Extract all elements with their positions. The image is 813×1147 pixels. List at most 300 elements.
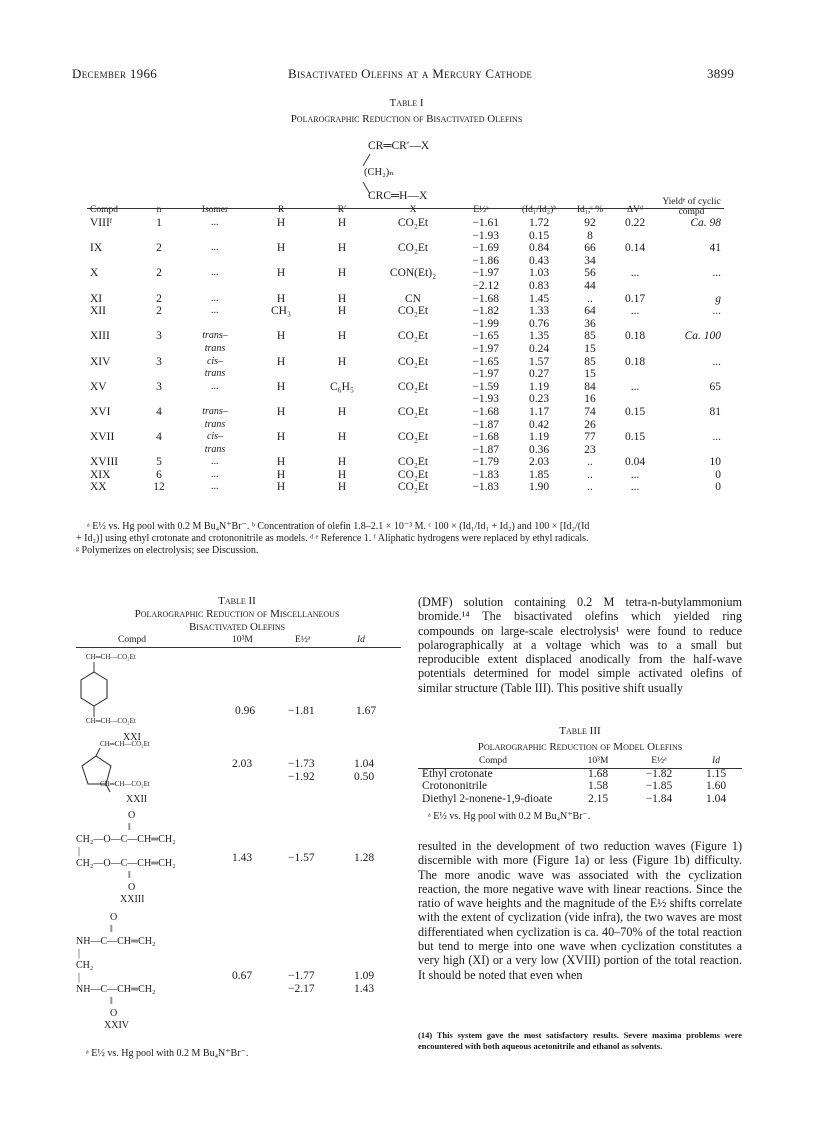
page-number: 3899: [707, 66, 735, 81]
table1-cell: [87, 393, 139, 406]
table3: [418, 755, 742, 805]
table1-footnote-3: ᵍ Polymerizes on electrolysis; see Discussion.: [76, 545, 259, 556]
table1-col-isomer: Isomer: [201, 205, 229, 216]
table1-cell: 16: [584, 393, 596, 406]
table1-cell: H: [276, 355, 286, 368]
table1-row: [87, 393, 724, 406]
table1-cell: [659, 280, 724, 293]
table1-cell: [251, 230, 311, 243]
table1-col-yield: Yieldᵉ of cyclic compd: [662, 197, 721, 217]
table1-cell: CH₃: [271, 305, 291, 318]
table1-cell: Ca. 98: [690, 217, 721, 229]
table3-cell: −1.85: [645, 780, 673, 793]
table1-cell: [611, 280, 659, 293]
table1-cell: ...: [211, 468, 219, 480]
table3-col-compd: Compd: [479, 756, 507, 766]
table1-cell: trans–: [202, 405, 228, 417]
table1-cell: 0: [715, 481, 721, 494]
table3-col-id: Id: [712, 756, 720, 766]
table3-cell: −1.84: [645, 792, 673, 805]
table1-cell: 1.17: [528, 405, 550, 418]
xxiii-line-5: ‖: [128, 870, 131, 881]
table3-cell: 1.58: [587, 780, 609, 793]
footnote-14: (14) This system gave the most satisfactory results. Severe maxima problems were encountered with both aqueous acetonitrile and ethanol as solvents.: [418, 1030, 742, 1051]
table1-cell: 92: [584, 217, 596, 229]
table1-title: Polarographic Reduction of Bisactivated Olefins: [290, 113, 523, 125]
xxii-label: XXII: [126, 794, 148, 805]
table1-row: [87, 431, 724, 444]
table1-cell: CO₂Et: [397, 380, 429, 393]
table1-cell: 3: [156, 380, 162, 393]
table3-row: [418, 793, 742, 806]
table1-cell: H: [337, 267, 347, 280]
table1-cell: [373, 419, 453, 432]
table1-row: [87, 318, 724, 331]
table1-cell: 0.15: [624, 405, 646, 418]
table1: [87, 197, 724, 494]
table1-cell: [179, 255, 251, 268]
table1-cell: VIIIᶠ: [90, 217, 113, 229]
table1-header-row: [87, 197, 724, 217]
table1-row: [87, 406, 724, 419]
table1-cell: [139, 255, 179, 268]
table1-cell: [139, 419, 179, 432]
table1-row: [87, 444, 724, 457]
table1-cell: trans: [204, 368, 226, 380]
table1-cell: −1.79: [472, 456, 499, 469]
table1-cell: H: [276, 267, 286, 280]
table1-cell: 1.03: [528, 267, 550, 280]
table1-cell: −1.93: [472, 393, 499, 406]
xxiv-conc: 0.67: [232, 970, 253, 982]
table1-cell: −1.59: [472, 380, 499, 393]
table3-cell: Ethyl crotonate: [422, 767, 493, 780]
table3-cell: 1.60: [705, 780, 727, 793]
xxii-id-1: 1.04: [354, 758, 375, 770]
table1-cell: [251, 255, 311, 268]
table1-row: [87, 481, 724, 494]
table1-cell: 0.17: [624, 292, 646, 305]
table1-cell: ...: [630, 305, 640, 318]
table1-cell: [87, 280, 139, 293]
body-paragraph-2: resulted in the development of two reduction waves (Figure 1) discernible with more (Figure 1a) or less (Figure 1b) difficulty. The more anodic wave was associated with the cyclization reaction, the more negative wave with linear reactions. Since the ratio of wave heights and the magnitude of the E½ shifts correlate with the extent of cyclization (vide infra), the two waves are most differentiated when cyclization is ca. 40–70% of the total reaction but tend to merge into one wave when cyclization constitutes a very high (XI) or a very low (XVIII) portion of the total reaction. It should be noted that even when: [418, 839, 742, 982]
table2-label: Table II: [218, 595, 256, 607]
table2-col-conc: 10³M: [232, 635, 253, 645]
table1-cell: 1.35: [528, 330, 550, 343]
table1-cell: [139, 343, 179, 356]
table1-cell: −1.87: [472, 418, 499, 431]
table1-cell: 1.45: [528, 292, 550, 305]
xxiv-line-2: NH—C—CH═CH₂: [76, 936, 156, 947]
xxi-ehalf: −1.81: [288, 705, 315, 717]
table1-cell: −1.93: [472, 229, 499, 242]
table1-cell: H: [276, 330, 286, 343]
table1-row: [87, 230, 724, 243]
table1-row: [87, 217, 724, 230]
xxiii-line-1: ‖: [128, 822, 131, 833]
table1-cell: −1.97: [472, 342, 499, 355]
table1-cell: ...: [211, 481, 219, 493]
table1-cell: [373, 255, 453, 268]
table1-cell: trans: [204, 443, 226, 455]
table1-cell: H: [276, 380, 286, 393]
table1-cell: CO₂Et: [397, 305, 429, 318]
table1-cell: [311, 230, 373, 243]
table1-cell: cis–: [206, 431, 224, 443]
table1-footnote-1: ᵃ E½ vs. Hg pool with 0.2 M Bu₄N⁺Br⁻. ᵇ Concentration of olefin 1.8–2.1 × 10⁻³ M. ᶜ 100 × (Id₁/Id₁ + Id₂) and 100 × [Id₂/(Id: [87, 521, 590, 532]
table1-cell: XVIII: [90, 456, 119, 469]
table1-cell: −1.65: [472, 330, 499, 343]
table1-cell: 0.23: [528, 393, 550, 406]
table1-cell: H: [276, 431, 286, 444]
table1-cell: ...: [712, 431, 721, 444]
table1-cell: ..: [587, 456, 593, 469]
table1-cell: XII: [90, 305, 106, 318]
table3-col-conc: 10³M: [587, 756, 609, 766]
table1-cell: 0.18: [624, 355, 646, 368]
xxiii-ehalf: −1.57: [288, 852, 315, 864]
table1-footnote-2: + Id₂)] using ethyl crotonate and crotononitrile as models. ᵈ ᵉ Reference 1. ᶠ Aliphatic hydrogens were replaced by ethyl radicals.: [76, 533, 589, 544]
table1-row: [87, 242, 724, 255]
table1-row: [87, 381, 724, 394]
table1-cell: CO₂Et: [397, 217, 429, 229]
table1-cell: 0.83: [528, 279, 550, 292]
table1-cell: XX: [90, 481, 107, 494]
table1-cell: IX: [90, 242, 103, 255]
table1-cell: CO₂Et: [397, 242, 429, 255]
xxiii-line-4: CH₂—O—C—CH═CH₂: [76, 858, 176, 869]
xxiii-id: 1.28: [354, 852, 375, 864]
running-header-title: Bisactivated Olefins at a Mercury Cathode: [288, 66, 533, 81]
table1-cell: 2.03: [528, 456, 550, 469]
table1-cell: 41: [709, 242, 721, 255]
table1-cell: [311, 393, 373, 406]
body-paragraph-1: (DMF) solution containing 0.2 M tetra-n-butylammonium bromide.¹⁴ The bisactivated olefins which yielded ring compounds on large-scale electrolysis¹ were found to reduce polarographically at a voltage which was to a small but reproducible extent displaced anodically from the half-wave potentials determined for model simple activated olefins of similar structure (Table III). This positive shift usually: [418, 595, 742, 695]
table3-label: Table III: [559, 725, 601, 737]
table1-cell: CON(Et)₂: [389, 267, 437, 280]
table1-cell: 0: [715, 468, 721, 481]
table1-row: [87, 293, 724, 306]
table1-cell: [311, 368, 373, 381]
table1-cell: 0.76: [528, 317, 550, 330]
table1-col-rprime: R′: [337, 205, 347, 216]
table3-footnote: ᵃ E½ vs. Hg pool with 0.2 M Bu₄N⁺Br⁻.: [428, 811, 591, 822]
structure-line1: CR═CR′—X: [368, 140, 430, 152]
compound-xxiii: [76, 810, 236, 906]
table1-cell: 1.72: [528, 217, 550, 229]
table3-cell: 1.68: [587, 767, 609, 780]
table3-row: [418, 780, 742, 793]
table3-header-row: [418, 755, 742, 768]
table1-cell: [139, 393, 179, 406]
table1-cell: CO₂Et: [397, 355, 429, 368]
table1-cell: H: [337, 456, 347, 469]
table3-cell: 1.15: [705, 767, 727, 780]
table1-cell: XIII: [90, 330, 110, 343]
table1-cell: ..: [587, 292, 593, 305]
table1-header-rule: [87, 208, 724, 209]
table1-cell: 5: [156, 456, 162, 469]
table1-row: [87, 280, 724, 293]
table1-cell: [611, 230, 659, 243]
table1-cell: ...: [211, 292, 219, 304]
table1-cell: 8: [587, 229, 593, 242]
table1-cell: 2: [156, 305, 162, 318]
table1-cell: 77: [584, 431, 596, 444]
table1-cell: [179, 280, 251, 293]
table1-row: [87, 330, 724, 343]
xxiv-line-6: NH—C—CH═CH₂: [76, 984, 156, 995]
table1-cell: H: [337, 242, 347, 255]
xxi-label: XXI: [123, 732, 141, 743]
table1-cell: [139, 444, 179, 457]
table1-row: [87, 305, 724, 318]
table1-cell: 3: [156, 355, 162, 368]
table1-cell: −1.83: [472, 468, 499, 481]
table3-col-ehalf: E½ᵃ: [651, 756, 667, 766]
table3-title: Polarographic Reduction of Model Olefins: [477, 741, 683, 753]
table1-cell: −1.82: [472, 305, 499, 318]
table1-cell: 1.90: [528, 481, 550, 494]
table2-col-ehalf: E½ᵃ: [295, 635, 311, 645]
table1-row: [87, 356, 724, 369]
table1-cell: 0.42: [528, 418, 550, 431]
table1-cell: 0.84: [528, 242, 550, 255]
table1-col-ratio: (Id₁/Id₂)ᵇ: [521, 205, 557, 216]
table1-cell: [251, 280, 311, 293]
table1-cell: [373, 230, 453, 243]
table1-cell: [311, 444, 373, 457]
table1-cell: [251, 343, 311, 356]
table1-cell: [87, 419, 139, 432]
table1-cell: [87, 318, 139, 331]
table1-cell: ...: [211, 380, 219, 392]
compound-xxi: [78, 648, 228, 743]
table1-cell: [611, 255, 659, 268]
table1-cell: 74: [584, 405, 596, 418]
table1-cell: 0.15: [624, 431, 646, 444]
xxiii-conc: 1.43: [232, 852, 253, 864]
xxi-upper-substituent: CH═CH—CO₂Et: [86, 653, 136, 661]
table1-cell: H: [276, 405, 286, 418]
table1-cell: [373, 343, 453, 356]
xxiv-line-3: |: [78, 948, 81, 959]
table1-cell: 0.04: [624, 456, 646, 469]
table1-cell: ...: [630, 380, 640, 393]
table1-col-n: n: [156, 205, 162, 216]
table1-cell: [87, 368, 139, 381]
table1-cell: 65: [709, 380, 721, 393]
table1-cell: [311, 419, 373, 432]
cyclohexane-ring-icon: [78, 662, 118, 724]
table1-cell: 0.27: [528, 368, 550, 381]
table1-cell: trans: [204, 342, 226, 354]
table2-title-line2: Bisactivated Olefins: [188, 621, 286, 633]
table1-cell: ...: [211, 305, 219, 317]
table1-cell: cis–: [206, 355, 224, 367]
table1-cell: [373, 280, 453, 293]
table3-body: [418, 768, 742, 806]
table2-col-id: Id: [357, 635, 365, 645]
table1-cell: ...: [630, 468, 640, 481]
table3-cell: 2.15: [587, 792, 609, 805]
table1-cell: CO₂Et: [397, 456, 429, 469]
table1-cell: [373, 393, 453, 406]
table2-footnote: ᵃ E½ vs. Hg pool with 0.2 M Bu₄N⁺Br⁻.: [86, 1048, 249, 1059]
table1-cell: 85: [584, 355, 596, 368]
table1-cell: −1.83: [472, 481, 499, 494]
table1-cell: 44: [584, 279, 596, 292]
table1-cell: H: [276, 456, 286, 469]
table1-cell: [251, 444, 311, 457]
table1-cell: −1.68: [472, 292, 499, 305]
xxiv-line-7: ‖: [110, 996, 113, 1007]
table1-cell: CO₂Et: [397, 431, 429, 444]
table1-cell: −1.86: [472, 254, 499, 267]
table1-col-deltav: ΔVᵈ: [627, 205, 643, 216]
table1-cell: 0.15: [528, 229, 550, 242]
compound-xxiv: [76, 912, 236, 1032]
table2-title-line1: Polarographic Reduction of Miscellaneous: [134, 608, 340, 620]
table1-cell: CN: [405, 292, 421, 305]
table1-cell: XIX: [90, 468, 111, 481]
table1-cell: XIV: [90, 355, 111, 368]
table1-cell: Ca. 100: [684, 330, 721, 343]
xxiii-line-0: O: [128, 810, 136, 821]
xxii-ehalf-1: −1.73: [288, 758, 315, 770]
table1-cell: [611, 393, 659, 406]
table1-cell: −1.69: [472, 242, 499, 255]
table3-cell: Diethyl 2-nonene-1,9-dioate: [422, 792, 553, 805]
table1-cell: g: [715, 292, 721, 305]
table1-cell: 1.19: [528, 380, 550, 393]
table1-cell: H: [337, 431, 347, 444]
table1-cell: [311, 343, 373, 356]
table1-label: Table I: [389, 97, 424, 109]
table1-cell: [311, 318, 373, 331]
table1-col-ehalf: E½ᵃ: [473, 205, 489, 216]
table1-cell: [373, 318, 453, 331]
xxiv-id-1: 1.09: [354, 970, 375, 982]
table1-cell: −1.65: [472, 355, 499, 368]
table1-cell: 56: [584, 267, 596, 280]
table1-cell: [251, 318, 311, 331]
table1-cell: [659, 343, 724, 356]
table1-cell: 0.24: [528, 342, 550, 355]
table1-cell: 2: [156, 242, 162, 255]
table1-cell: H: [276, 481, 286, 494]
table1-cell: H: [276, 217, 286, 229]
table1-cell: [139, 318, 179, 331]
table1-cell: [659, 230, 724, 243]
table1-cell: 12: [153, 481, 165, 494]
table1-cell: CO₂Et: [397, 405, 429, 418]
table1-cell: ...: [712, 267, 721, 280]
xxi-lower-substituent: CH═CH—CO₂Et: [86, 717, 136, 725]
table1-cell: 0.43: [528, 254, 550, 267]
structure-line3: CRC═H—X: [368, 190, 428, 202]
table1-cell: H: [276, 468, 286, 481]
table1-cell: [659, 393, 724, 406]
table1-cell: 0.22: [624, 217, 646, 229]
table1-cell: CO₂Et: [397, 468, 429, 481]
table1-cell: 10: [709, 456, 721, 469]
table1-cell: [659, 368, 724, 381]
table1-cell: [179, 230, 251, 243]
table1-cell: [179, 318, 251, 331]
table1-cell: H: [337, 481, 347, 494]
table1-cell: 84: [584, 380, 596, 393]
xxii-id-2: 0.50: [354, 771, 375, 783]
table1-cell: 85: [584, 330, 596, 343]
table1-cell: −1.61: [472, 217, 499, 229]
table1-cell: 1.85: [528, 468, 550, 481]
table1-cell: [87, 230, 139, 243]
table1-cell: 0.18: [624, 330, 646, 343]
table1-cell: 1.33: [528, 305, 550, 318]
table1-cell: [611, 419, 659, 432]
table1-cell: H: [337, 217, 347, 229]
table1-cell: [373, 444, 453, 457]
xxi-conc: 0.96: [235, 705, 256, 717]
table1-cell: ...: [211, 267, 219, 279]
table1-cell: 15: [584, 368, 596, 381]
cyclopentane-ring-icon: [78, 748, 124, 796]
table1-cell: 15: [584, 342, 596, 355]
table1-row: [87, 368, 724, 381]
table1-cell: 4: [156, 431, 162, 444]
table1-cell: [311, 255, 373, 268]
table1-cell: [87, 444, 139, 457]
table1-cell: H: [337, 292, 347, 305]
xxiv-line-8: O: [110, 1008, 118, 1019]
table1-cell: ..: [587, 481, 593, 494]
table1-cell: [611, 444, 659, 457]
table1-cell: [139, 230, 179, 243]
table1-cell: [87, 255, 139, 268]
table1-cell: [659, 255, 724, 268]
table1-cell: C₆H₅: [330, 380, 354, 393]
table1-cell: ...: [630, 267, 640, 280]
xxiv-ehalf-1: −1.77: [288, 970, 315, 982]
table1-cell: H: [337, 355, 347, 368]
table1-cell: [659, 444, 724, 457]
xxiv-line-1: ‖: [110, 924, 113, 935]
table1-row: [87, 255, 724, 268]
table1-cell: 26: [584, 418, 596, 431]
table1-cell: XVII: [90, 431, 115, 444]
table1-col-id1: Id₁,ᶜ %: [576, 205, 604, 216]
table3-row: [418, 768, 742, 781]
table1-cell: −1.68: [472, 405, 499, 418]
table1-cell: [179, 393, 251, 406]
structure-line2: (CH₂)ₙ: [364, 167, 394, 178]
table1-cell: 6: [156, 468, 162, 481]
table3-cell: 1.04: [705, 792, 727, 805]
table1-body: [87, 217, 724, 494]
xxiii-label: XXIII: [120, 894, 145, 905]
table1-cell: H: [337, 305, 347, 318]
table1-col-compd: Compd: [90, 205, 118, 216]
xxiv-line-0: O: [110, 912, 118, 923]
table1-cell: [251, 393, 311, 406]
table1-cell: ...: [712, 305, 721, 318]
table1-cell: −1.87: [472, 443, 499, 456]
table1-cell: ...: [211, 242, 219, 254]
table1-cell: 3: [156, 330, 162, 343]
table1-cell: 23: [584, 443, 596, 456]
table1-cell: 2: [156, 292, 162, 305]
